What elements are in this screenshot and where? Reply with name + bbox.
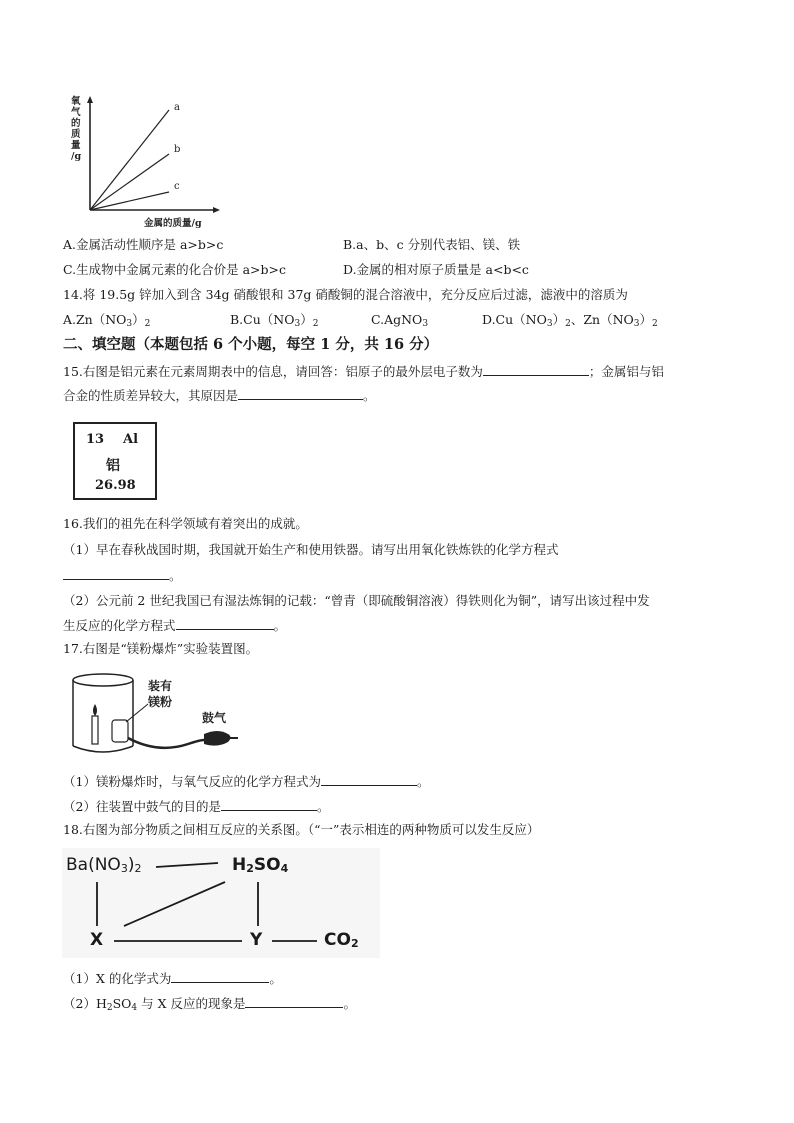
q17-text: 。 <box>416 774 430 789</box>
answer-blank[interactable] <box>483 362 589 376</box>
metal-oxygen-graph <box>66 94 226 229</box>
subscript: 3 <box>633 319 640 329</box>
q14-stem: 14.将 19.5g 锌加入到含 34g 硝酸银和 37g 硝酸铜的混合溶液中，充分反应后过滤，滤液中的溶质为 <box>63 287 628 302</box>
answer-blank[interactable] <box>245 994 343 1008</box>
candle-flame <box>93 704 97 716</box>
q16-part-1: （1）早在春秋战国时期，我国就开始生产和使用铁器。请写出用氧化铁炼铁的化学方程式 <box>63 542 559 557</box>
q14-option-d-paren-2: ） <box>639 312 653 327</box>
q16-part-2-line-2 <box>63 616 286 635</box>
q18-text: 与 X 反应的现象是 <box>137 996 246 1011</box>
q14-option-c-text: C.AgNO <box>371 312 423 327</box>
answer-blank[interactable] <box>321 772 417 786</box>
q18-text: 。 <box>343 996 356 1011</box>
subscript: 2 <box>106 1003 113 1013</box>
q16-part-1-answer <box>63 566 182 585</box>
label-powder-line-2: 镁粉 <box>148 695 173 709</box>
series-label-c: c <box>174 181 180 192</box>
q17-text: （1）镁粉爆炸时，与氧气反应的化学方程式为 <box>63 774 321 789</box>
element-name: 铝 <box>106 458 120 474</box>
ylabel-char: 量 <box>71 140 81 151</box>
ylabel-char: 气 <box>71 107 81 118</box>
subscript: 3 <box>422 319 429 329</box>
link-h2so4-x <box>124 882 225 926</box>
q14-option-b-paren: ） <box>300 312 313 327</box>
element-atomic-mass: 26.98 <box>95 478 136 493</box>
q17-part-1 <box>63 772 429 791</box>
subscript: 3 <box>126 319 133 329</box>
reaction-diagram <box>62 848 380 958</box>
subscript: 2 <box>134 862 142 875</box>
q13-option-c: C.生成物中金属元素的化合价是 a>b>c <box>63 262 286 277</box>
q13-option-d: D.金属的相对原子质量是 a<b<c <box>343 262 529 277</box>
q15-line-1 <box>63 362 664 381</box>
subscript: 3 <box>294 319 301 329</box>
node-ba-no3-2 <box>66 855 141 875</box>
label-air-blow: 鼓气 <box>202 711 227 725</box>
q15-text: 15.右图是铝元素在元素周期表中的信息，请回答：铝原子的最外层电子数为 <box>63 364 483 379</box>
q13-option-a: A.金属活动性顺序是 a>b>c <box>63 237 224 252</box>
element-card-aluminum <box>73 422 157 500</box>
q17-text: （2）往装置中鼓气的目的是 <box>63 799 221 814</box>
node-co2 <box>324 930 359 950</box>
q14-option-b-text: B.Cu（NO <box>230 312 295 327</box>
q14-option-a-text: A.Zn（NO <box>63 312 127 327</box>
element-symbol: Al <box>123 432 139 447</box>
label-pointer <box>126 704 148 722</box>
answer-blank[interactable] <box>63 566 169 580</box>
q15-text: 。 <box>363 388 376 403</box>
q14-option-d <box>482 311 658 329</box>
answer-blank[interactable] <box>221 797 317 811</box>
q15-text: ；金属铝与铝 <box>588 364 664 379</box>
x-axis-arrow <box>213 207 220 213</box>
subscript: 4 <box>280 862 289 875</box>
answer-blank[interactable] <box>171 969 269 983</box>
air-bulb <box>204 731 231 746</box>
q16-stem: 16.我们的祖先在科学领域有着突出的成就。 <box>63 516 308 531</box>
q18-part-1 <box>63 969 282 988</box>
series-label-b: b <box>174 144 181 155</box>
subscript: 2 <box>350 937 359 950</box>
answer-blank[interactable] <box>238 386 363 400</box>
answer-blank[interactable] <box>176 616 274 630</box>
powder-funnel <box>112 720 128 742</box>
link-ba-h2so4 <box>156 863 218 867</box>
node-x: X <box>90 930 104 950</box>
q18-text: （2）H <box>63 996 107 1011</box>
q14-option-b <box>230 311 318 329</box>
air-tube <box>128 738 204 748</box>
magnesium-explosion-apparatus <box>68 666 254 761</box>
node-text: ) <box>127 855 135 875</box>
q16-text: 生反应的化学方程式 <box>63 618 176 633</box>
q18-text: SO <box>112 996 132 1011</box>
ylabel-char: 质 <box>71 129 81 140</box>
q14-option-a-paren: ） <box>132 312 145 327</box>
node-text: H <box>232 855 247 875</box>
q18-text: （1）X 的化学式为 <box>63 971 172 986</box>
q15-text: 合金的性质差异较大，其原因是 <box>63 388 239 403</box>
ylabel-char: /g <box>71 151 82 162</box>
ylabel-char: 的 <box>71 118 81 129</box>
subscript: 3 <box>546 319 553 329</box>
q14-option-d-text-2: 、Zn（NO <box>570 312 634 327</box>
q13-option-b: B.a、b、c 分别代表铝、镁、铁 <box>343 237 521 252</box>
candle <box>92 716 98 744</box>
subscript: 2 <box>312 319 319 329</box>
q14-option-d-paren: ） <box>552 312 566 327</box>
q15-line-2 <box>63 386 376 405</box>
label-powder-line-1: 装有 <box>148 679 173 693</box>
node-text: CO <box>324 930 351 950</box>
subscript: 3 <box>120 862 128 875</box>
q17-text: 。 <box>316 799 330 814</box>
graph-xlabel: 金属的质量/g <box>144 218 202 229</box>
q14-option-c <box>371 311 428 329</box>
section-heading: 二、填空题（本题包括 6 个小题，每空 1 分，共 16 分） <box>63 336 439 353</box>
container-top <box>73 674 133 686</box>
q18-stem: 18.右图为部分物质之间相互反应的关系图。（“一”表示相连的两种物质可以发生反应） <box>63 822 540 837</box>
q17-stem: 17.右图是“镁粉爆炸”实验装置图。 <box>63 641 259 656</box>
q16-part-2-line-1: （2）公元前 2 世纪我国已有湿法炼铜的记载：“曾青（即硫酸铜溶液）得铁则化为铜”，请写出该过程中发 <box>63 593 650 608</box>
subscript: 2 <box>565 319 571 329</box>
container-bottom <box>73 746 133 752</box>
subscript: 2 <box>144 319 151 329</box>
node-text: SO <box>253 855 281 875</box>
subscript: 2 <box>246 862 254 875</box>
node-text: Ba(NO <box>66 855 121 875</box>
series-label-a: a <box>174 102 180 113</box>
subscript: 2 <box>652 319 658 329</box>
q18-text: 。 <box>269 971 282 986</box>
node-y: Y <box>250 930 263 950</box>
ylabel-char: 氧 <box>71 96 81 107</box>
q18-part-2 <box>63 994 356 1013</box>
q17-part-2 <box>63 797 329 816</box>
q16-text: 。 <box>273 618 287 633</box>
subscript: 4 <box>131 1003 138 1013</box>
q16-text: 。 <box>169 568 182 583</box>
element-atomic-number: 13 <box>86 432 105 447</box>
y-axis-arrow <box>87 96 93 103</box>
graph-ylabel <box>71 95 81 162</box>
q14-option-a <box>63 311 150 329</box>
q14-option-d-text: D.Cu（NO <box>482 312 547 327</box>
node-h2so4 <box>232 855 288 875</box>
